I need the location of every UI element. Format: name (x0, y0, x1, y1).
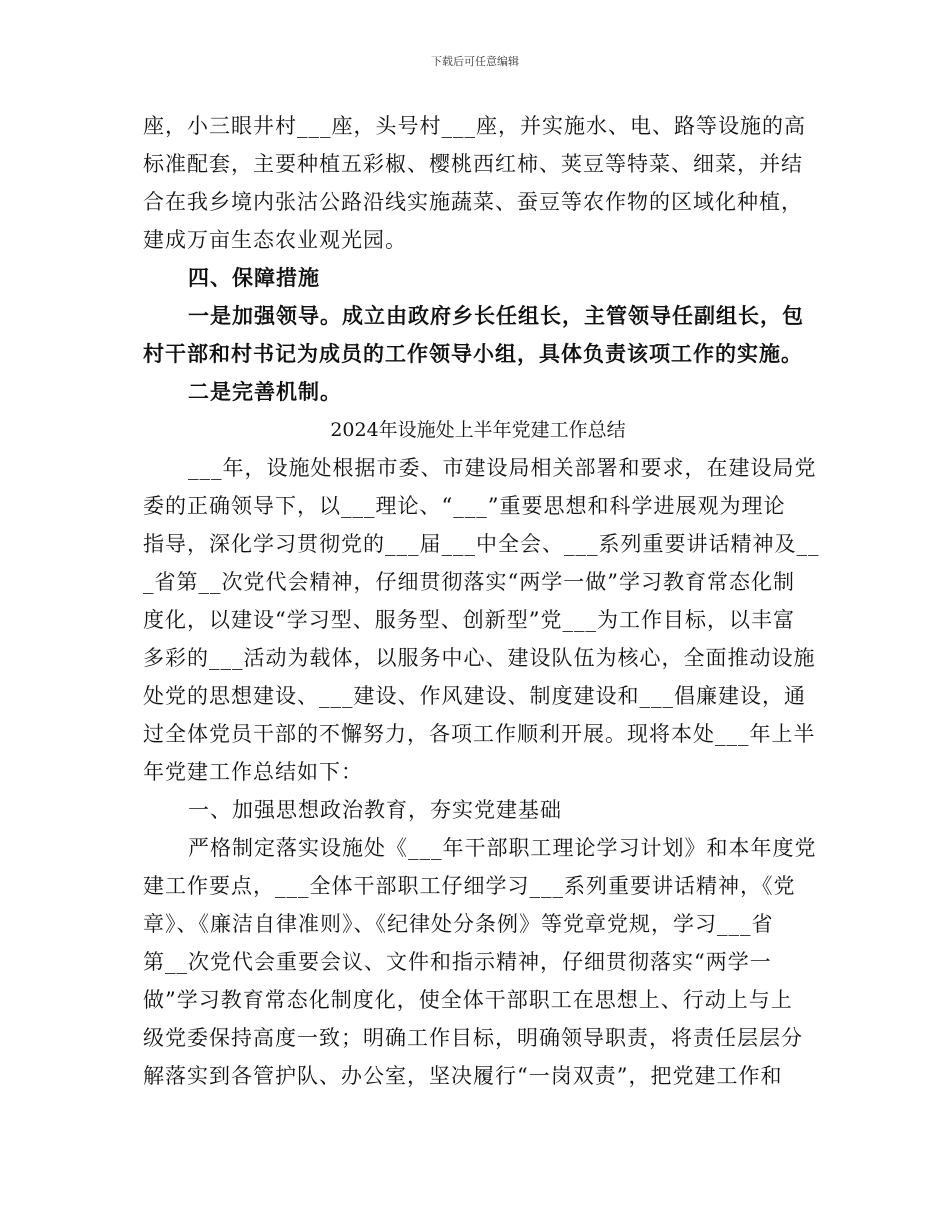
body-line: _省第__次党代会精神，仔细贯彻落实“两学一做”学习教育常态化制 (143, 570, 795, 594)
body-line: 标准配套，主要种植五彩椒、樱桃西红柿、荚豆等特菜、细菜，并结 (143, 152, 803, 176)
section-heading: 一、加强思想政治教育，夯实党建基础 (188, 798, 562, 822)
body-line: 解落实到各管护队、办公室，坚决履行“一岗双责”，把党建工作和 (143, 1064, 783, 1088)
bold-paragraph-line: 村干部和村书记为成员的工作领导小组，具体负责该项工作的实施。 (143, 341, 803, 366)
body-line: 委的正确领导下，以___理论、“___”重要思想和科学进展观为理论 (143, 494, 786, 518)
body-line: 座，小三眼井村___座，头号村___座，并实施水、电、路等设施的高 (143, 114, 806, 138)
body-line: ___年，设施处根据市委、市建设局相关部署和要求，在建设局党 (188, 456, 817, 480)
body-line: 做”学习教育常态化制度化，使全体干部职工在思想上、行动上与上 (143, 988, 793, 1012)
document-title: 2024年设施处上半年党建工作总结 (330, 419, 626, 441)
body-line: 度化，以建设“学习型、服务型、创新型”党___为工作目标，以丰富 (143, 608, 795, 632)
body-line: 建成万亩生态农业观光园。 (143, 228, 407, 252)
body-line: 多彩的___活动为载体，以服务中心、建设队伍为核心，全面推动设施 (143, 646, 816, 670)
body-line: 年党建工作总结如下： (143, 760, 363, 784)
body-line: 指导，深化学习贯彻党的___届___中全会、___系列重要讲话精神及__ (143, 532, 820, 556)
document-body (143, 107, 820, 1095)
body-line: 过全体党员干部的不懈努力，各项工作顺利开展。现将本处___年上半 (143, 722, 816, 746)
body-line: 建工作要点，___全体干部职工仔细学习___系列重要讲话精神，《党 (143, 874, 796, 898)
body-line: 严格制定落实设施处《___年干部职工理论学习计划》和本年度党 (188, 836, 817, 860)
body-line: 处党的思想建设、___建设、作风建设、制度建设和___倡廉建设，通 (143, 684, 806, 708)
body-line: 第__次党代会重要会议、文件和指示精神，仔细贯彻落实“两学一 (143, 950, 772, 974)
bold-paragraph-line: 二是完善机制。 (188, 379, 342, 404)
page-header: 下载后可任意编辑 (431, 55, 519, 68)
body-line: 章》、《廉洁自律准则》、《纪律处分条例》等党章党规，学习___省 (143, 912, 774, 936)
body-line: 级党委保持高度一致；明确工作目标，明确领导职责，将责任层层分 (143, 1026, 803, 1050)
bold-paragraph-line: 一是加强领导。成立由政府乡长任组长，主管领导任副组长，包 (188, 303, 804, 328)
body-line: 合在我乡境内张沽公路沿线实施蔬菜、蚕豆等农作物的区域化种植， (143, 190, 803, 214)
section-heading: 四、保障措施 (188, 265, 320, 290)
